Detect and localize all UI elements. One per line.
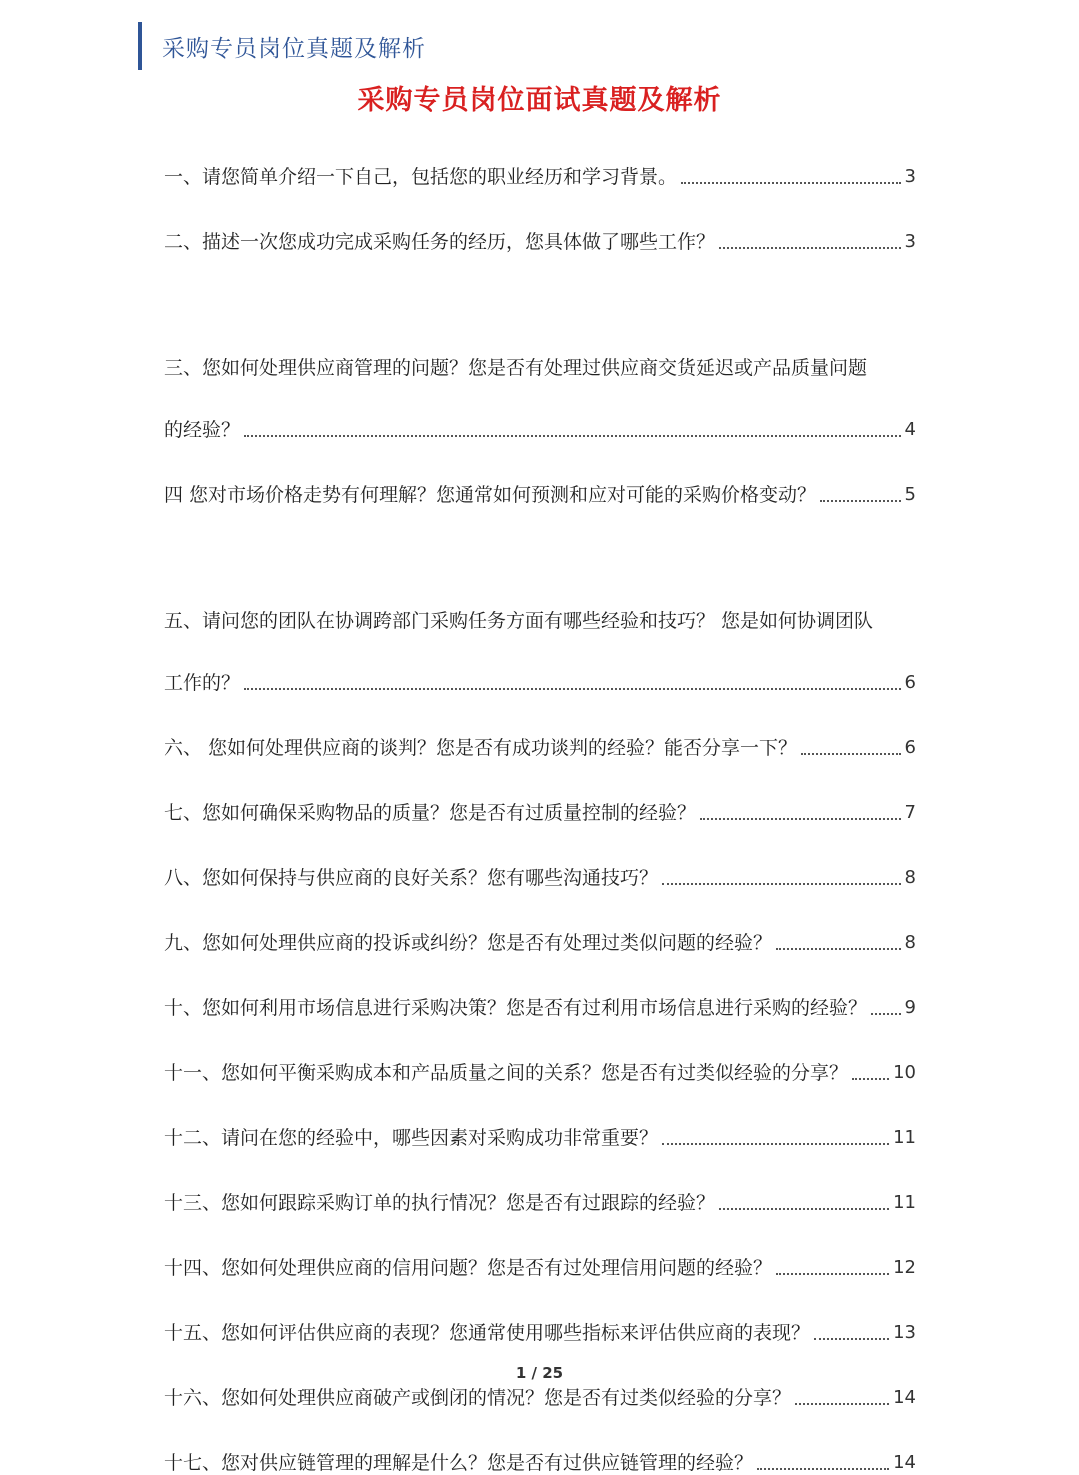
dot-leader bbox=[244, 688, 901, 690]
dot-leader bbox=[719, 1208, 889, 1210]
toc-entry[interactable] bbox=[164, 1150, 916, 1215]
toc-entry-text: 五、请问您的团队在协调跨部门采购任务方面有哪些经验和技巧？ 您是如何协调团队 bbox=[164, 610, 874, 632]
toc-page-number: 11 bbox=[893, 1127, 916, 1148]
toc-entry-text: 十二、请问在您的经验中，哪些因素对采购成功非常重要？ bbox=[164, 1127, 659, 1149]
toc-entry-text: 十七、您对供应链管理的理解是什么？您是否有过供应链管理的经验？ bbox=[164, 1452, 754, 1474]
toc-page-number: 11 bbox=[893, 1192, 916, 1213]
toc-entry-text: 六、 您如何处理供应商的谈判？您是否有成功谈判的经验？能否分享一下？ bbox=[164, 737, 798, 759]
toc-entry[interactable] bbox=[164, 890, 916, 955]
toc-entry-text-continued: 工作的？ bbox=[164, 672, 241, 694]
toc-page-number: 5 bbox=[904, 484, 916, 505]
dot-leader bbox=[244, 435, 901, 437]
toc-entry[interactable] bbox=[164, 254, 916, 442]
dot-leader bbox=[852, 1078, 889, 1080]
toc-entry-text: 九、您如何处理供应商的投诉或纠纷？您是否有处理过类似问题的经验？ bbox=[164, 932, 773, 954]
toc-entry-text: 八、您如何保持与供应商的良好关系？您有哪些沟通技巧？ bbox=[164, 867, 659, 889]
dot-leader bbox=[719, 247, 901, 249]
dot-leader bbox=[681, 182, 901, 184]
header-title: 采购专员岗位真题及解析 bbox=[162, 35, 426, 62]
toc-page-number: 3 bbox=[904, 231, 916, 252]
toc-entry[interactable] bbox=[164, 1085, 916, 1150]
toc-entry-text: 四 您对市场价格走势有何理解？您通常如何预测和应对可能的采购价格变动？ bbox=[164, 484, 817, 506]
dot-leader bbox=[801, 753, 901, 755]
toc-entry-text: 十一、您如何平衡采购成本和产品质量之间的关系？您是否有过类似经验的分享？ bbox=[164, 1062, 849, 1084]
toc-page-number: 6 bbox=[904, 672, 916, 693]
dot-leader bbox=[820, 500, 901, 502]
toc-page-number: 8 bbox=[904, 932, 916, 953]
toc-entry-text-continued: 的经验？ bbox=[164, 419, 241, 441]
toc-entry[interactable] bbox=[164, 189, 916, 254]
table-of-contents bbox=[164, 124, 916, 1475]
dot-leader bbox=[700, 818, 901, 820]
dot-leader bbox=[662, 1143, 889, 1145]
toc-entry[interactable] bbox=[164, 695, 916, 760]
toc-entry[interactable] bbox=[164, 825, 916, 890]
toc-entry[interactable] bbox=[164, 1020, 916, 1085]
page-header bbox=[138, 22, 426, 70]
toc-entry-text: 十六、您如何处理供应商破产或倒闭的情况？您是否有过类似经验的分享？ bbox=[164, 1387, 792, 1409]
toc-entry-text: 十、您如何利用市场信息进行采购决策？您是否有过利用市场信息进行采购的经验？ bbox=[164, 997, 868, 1019]
toc-page-number: 4 bbox=[904, 419, 916, 440]
dot-leader bbox=[662, 883, 901, 885]
document-title: 采购专员岗位面试真题及解析 bbox=[357, 85, 722, 116]
toc-entry-text: 十四、您如何处理供应商的信用问题？您是否有过处理信用问题的经验？ bbox=[164, 1257, 773, 1279]
dot-leader bbox=[776, 1273, 889, 1275]
toc-page-number: 6 bbox=[904, 737, 916, 758]
toc-page-number: 10 bbox=[893, 1062, 916, 1083]
toc-page-number: 3 bbox=[904, 166, 916, 187]
toc-page-number: 14 bbox=[893, 1452, 916, 1473]
toc-entry[interactable] bbox=[164, 955, 916, 1020]
toc-entry[interactable] bbox=[164, 760, 916, 825]
toc-entry-text: 三、您如何处理供应商管理的问题？您是否有处理过供应商交货延迟或产品质量问题 bbox=[164, 357, 868, 379]
dot-leader bbox=[814, 1338, 889, 1340]
dot-leader bbox=[757, 1468, 889, 1470]
toc-page-number: 14 bbox=[893, 1387, 916, 1408]
toc-page-number: 7 bbox=[904, 802, 916, 823]
toc-entry[interactable] bbox=[164, 442, 916, 507]
page-indicator: 1 / 25 bbox=[515, 1364, 564, 1382]
toc-entry-text: 一、请您简单介绍一下自己，包括您的职业经历和学习背景。 bbox=[164, 166, 678, 188]
toc-entry-text: 十三、您如何跟踪采购订单的执行情况？您是否有过跟踪的经验？ bbox=[164, 1192, 716, 1214]
toc-page-number: 9 bbox=[904, 997, 916, 1018]
dot-leader bbox=[795, 1403, 889, 1405]
toc-page-number: 8 bbox=[904, 867, 916, 888]
dot-leader bbox=[871, 1013, 901, 1015]
toc-entry[interactable] bbox=[164, 1215, 916, 1280]
toc-entry[interactable] bbox=[164, 1280, 916, 1345]
toc-entry-text: 十五、您如何评估供应商的表现？您通常使用哪些指标来评估供应商的表现？ bbox=[164, 1322, 811, 1344]
toc-entry[interactable] bbox=[164, 1410, 916, 1475]
dot-leader bbox=[776, 948, 901, 950]
toc-page-number: 12 bbox=[893, 1257, 916, 1278]
toc-page-number: 13 bbox=[893, 1322, 916, 1343]
toc-entry-text: 七、您如何确保采购物品的质量？您是否有过质量控制的经验？ bbox=[164, 802, 697, 824]
toc-entry[interactable] bbox=[164, 507, 916, 695]
toc-entry-text: 二、描述一次您成功完成采购任务的经历，您具体做了哪些工作？ bbox=[164, 231, 716, 253]
toc-entry[interactable] bbox=[164, 124, 916, 189]
